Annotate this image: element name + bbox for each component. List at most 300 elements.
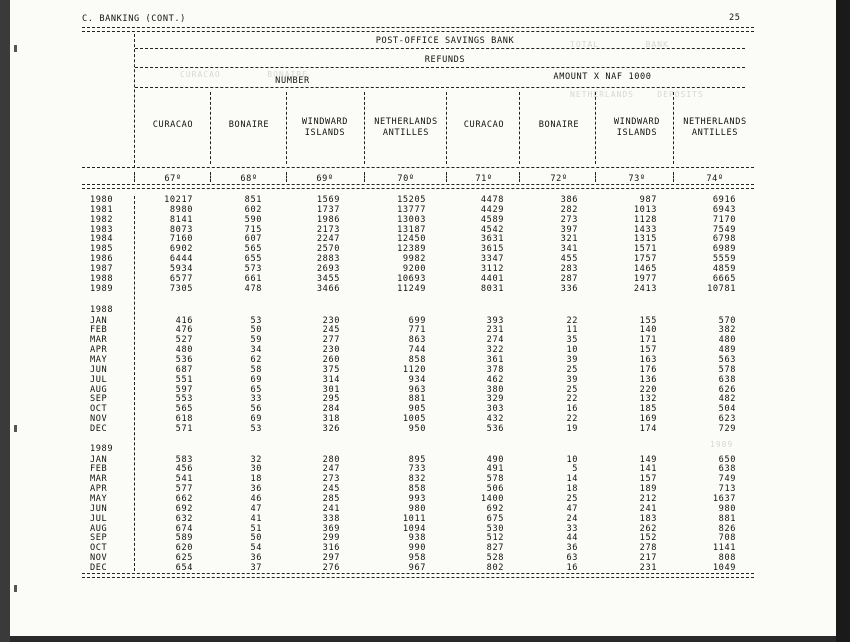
table-cell: 54 bbox=[250, 543, 262, 554]
table-cell: 25 bbox=[566, 364, 578, 375]
table-cell: 530 bbox=[486, 523, 504, 534]
table-cell: 16 bbox=[566, 404, 578, 415]
table-cell: 10693 bbox=[397, 273, 426, 284]
table-cell: 963 bbox=[408, 384, 426, 395]
table-cell: 626 bbox=[718, 384, 736, 395]
row-label: 1984 bbox=[90, 234, 114, 245]
table-cell: 832 bbox=[408, 474, 426, 485]
table-cell: 654 bbox=[175, 563, 193, 574]
table-cell: 4429 bbox=[480, 204, 504, 215]
table-cell: 287 bbox=[560, 273, 578, 284]
row-label: MAY bbox=[90, 354, 108, 365]
column-header-label: NETHERLANDS bbox=[683, 117, 747, 127]
table-cell: 2173 bbox=[316, 224, 340, 235]
table-cell: 6665 bbox=[712, 273, 736, 284]
table-cell: 802 bbox=[486, 563, 504, 574]
table-cell: 993 bbox=[408, 493, 426, 504]
column-header-label: BONAIRE bbox=[228, 120, 270, 130]
table-cell: 1569 bbox=[316, 195, 340, 205]
row-label: JUL bbox=[90, 513, 108, 524]
table-cell: 565 bbox=[244, 244, 262, 255]
column-header-label: ISLANDS bbox=[616, 128, 658, 138]
section-title: C. BANKING (CONT.) bbox=[82, 14, 186, 24]
table-cell: 241 bbox=[322, 503, 340, 514]
table-cell: 8980 bbox=[169, 204, 193, 215]
table-cell: 1011 bbox=[402, 513, 426, 524]
table-cell: 397 bbox=[560, 224, 578, 235]
table-cell: 506 bbox=[486, 484, 504, 495]
table-cell: 37 bbox=[250, 563, 262, 574]
table-cell: 7160 bbox=[169, 234, 193, 245]
table-cell: 163 bbox=[639, 354, 657, 365]
row-label: JUL bbox=[90, 374, 108, 385]
table-cell: 692 bbox=[486, 503, 504, 514]
row-label: FEB bbox=[90, 325, 108, 336]
table-cell: 220 bbox=[639, 384, 657, 395]
table-cell: 1141 bbox=[712, 543, 736, 554]
table-cell: 692 bbox=[175, 503, 193, 514]
column-header-label: NETHERLANDS bbox=[374, 117, 438, 127]
row-label: APR bbox=[90, 345, 108, 356]
group-amount-label: AMOUNT X NAF 1000 bbox=[553, 72, 652, 82]
table-cell: 8073 bbox=[169, 224, 193, 235]
table-cell: 476 bbox=[175, 325, 193, 336]
table-cell: 18 bbox=[250, 474, 262, 485]
table-cell: 369 bbox=[322, 523, 340, 534]
table-cell: 858 bbox=[408, 354, 426, 365]
table-cell: 10 bbox=[566, 454, 578, 465]
table-cell: 338 bbox=[322, 513, 340, 524]
table-cell: 881 bbox=[408, 394, 426, 405]
table-cell: 980 bbox=[408, 503, 426, 514]
row-label: 1982 bbox=[90, 214, 114, 225]
table-cell: 905 bbox=[408, 404, 426, 415]
table-cell: 65 bbox=[250, 384, 262, 395]
table-cell: 504 bbox=[718, 404, 736, 415]
column-code: 71º bbox=[475, 174, 493, 184]
table-cell: 303 bbox=[486, 404, 504, 415]
column-header-label: CURACAO bbox=[152, 120, 194, 130]
column-code: 73º bbox=[628, 174, 646, 184]
table-cell: 230 bbox=[322, 315, 340, 326]
table-cell: 273 bbox=[560, 214, 578, 225]
table-cell: 189 bbox=[639, 484, 657, 495]
table-cell: 512 bbox=[486, 533, 504, 544]
table-cell: 528 bbox=[486, 553, 504, 564]
row-label: JUN bbox=[90, 364, 108, 375]
binding-mark bbox=[14, 585, 17, 592]
column-code: 67º bbox=[164, 174, 182, 184]
table-cell: 10217 bbox=[164, 195, 193, 205]
subtitle-rule bbox=[135, 67, 745, 68]
column-code: 69º bbox=[316, 174, 334, 184]
table-cell: 1315 bbox=[633, 234, 657, 245]
table-cell: 607 bbox=[244, 234, 262, 245]
column-header-label: WINDWARD bbox=[613, 117, 661, 127]
bleed-through-text: CURACAO BONAIRE bbox=[180, 70, 308, 79]
table-cell: 3347 bbox=[480, 254, 504, 265]
table-cell: 36 bbox=[566, 543, 578, 554]
table-cell: 24 bbox=[566, 513, 578, 524]
table-cell: 987 bbox=[639, 195, 657, 205]
bottom-rule bbox=[82, 577, 754, 578]
table-cell: 169 bbox=[639, 414, 657, 425]
table-cell: 589 bbox=[175, 533, 193, 544]
table-cell: 274 bbox=[486, 335, 504, 346]
table-cell: 5 bbox=[572, 464, 578, 475]
table-cell: 41 bbox=[250, 513, 262, 524]
table-cell: 295 bbox=[322, 394, 340, 405]
code-divider bbox=[673, 172, 674, 182]
table-cell: 491 bbox=[486, 464, 504, 475]
table-cell: 674 bbox=[175, 523, 193, 534]
table-cell: 432 bbox=[486, 414, 504, 425]
table-cell: 1094 bbox=[402, 523, 426, 534]
table-cell: 527 bbox=[175, 335, 193, 346]
row-label: JAN bbox=[90, 454, 108, 465]
column-code: 68º bbox=[240, 174, 258, 184]
table-cell: 241 bbox=[639, 503, 657, 514]
table-cell: 744 bbox=[408, 345, 426, 356]
top-rule bbox=[82, 27, 754, 28]
column-code: 74º bbox=[706, 174, 724, 184]
table-cell: 6989 bbox=[712, 244, 736, 255]
bleed-through-text: NETHERLANDS DEPOSITS bbox=[570, 90, 704, 99]
table-cell: 393 bbox=[486, 315, 504, 326]
table-cell: 1128 bbox=[633, 214, 657, 225]
table-cell: 573 bbox=[244, 264, 262, 275]
table-cell: 11 bbox=[566, 325, 578, 336]
table-cell: 863 bbox=[408, 335, 426, 346]
table-cell: 620 bbox=[175, 543, 193, 554]
code-divider bbox=[595, 172, 596, 182]
table-cell: 7170 bbox=[712, 214, 736, 225]
table-cell: 36 bbox=[250, 484, 262, 495]
table-cell: 662 bbox=[175, 493, 193, 504]
row-label: 1985 bbox=[90, 244, 114, 255]
table-cell: 1737 bbox=[316, 204, 340, 215]
row-label: JUN bbox=[90, 503, 108, 514]
table-cell: 34 bbox=[250, 345, 262, 356]
table-cell: 480 bbox=[175, 345, 193, 356]
table-cell: 4478 bbox=[480, 195, 504, 205]
table-cell: 771 bbox=[408, 325, 426, 336]
column-code: 72º bbox=[550, 174, 568, 184]
table-cell: 22 bbox=[566, 394, 578, 405]
table-cell: 416 bbox=[175, 315, 193, 326]
table-cell: 480 bbox=[718, 335, 736, 346]
table-cell: 661 bbox=[244, 273, 262, 284]
table-cell: 152 bbox=[639, 533, 657, 544]
table-cell: 51 bbox=[250, 523, 262, 534]
code-rule bbox=[82, 188, 754, 189]
table-cell: 230 bbox=[322, 345, 340, 356]
row-label: NOV bbox=[90, 553, 108, 564]
table-cell: 1986 bbox=[316, 214, 340, 225]
row-label: 1980 bbox=[90, 195, 114, 205]
table-cell: 282 bbox=[560, 204, 578, 215]
table-cell: 713 bbox=[718, 484, 736, 495]
table-cell: 11249 bbox=[397, 283, 426, 294]
table-cell: 577 bbox=[175, 484, 193, 495]
table-cell: 478 bbox=[244, 283, 262, 294]
table-cell: 1571 bbox=[633, 244, 657, 255]
scan-background-left bbox=[0, 0, 10, 642]
table-cell: 157 bbox=[639, 474, 657, 485]
table-cell: 851 bbox=[244, 195, 262, 205]
row-label: MAR bbox=[90, 335, 108, 346]
table-cell: 895 bbox=[408, 454, 426, 465]
table-cell: 1400 bbox=[480, 493, 504, 504]
table-cell: 278 bbox=[639, 543, 657, 554]
table-cell: 6916 bbox=[712, 195, 736, 205]
table-cell: 551 bbox=[175, 374, 193, 385]
table-cell: 7305 bbox=[169, 283, 193, 294]
table-cell: 2247 bbox=[316, 234, 340, 245]
table-cell: 565 bbox=[175, 404, 193, 415]
table-cell: 378 bbox=[486, 364, 504, 375]
row-label: 1989 bbox=[90, 283, 114, 294]
bleed-through-text: 1989 bbox=[710, 440, 734, 449]
row-label: OCT bbox=[90, 543, 108, 554]
table-cell: 827 bbox=[486, 543, 504, 554]
table-cell: 990 bbox=[408, 543, 426, 554]
table-cell: 245 bbox=[322, 484, 340, 495]
table-cell: 3455 bbox=[316, 273, 340, 284]
table-cell: 361 bbox=[486, 354, 504, 365]
table-cell: 283 bbox=[560, 264, 578, 275]
table-cell: 18 bbox=[566, 484, 578, 495]
column-code: 70º bbox=[397, 174, 415, 184]
bleed-through-text: TOTAL BANK bbox=[570, 40, 669, 49]
table-cell: 13777 bbox=[397, 204, 426, 215]
document-page bbox=[10, 0, 836, 636]
row-label: AUG bbox=[90, 384, 108, 395]
table-cell: 638 bbox=[718, 374, 736, 385]
table-cell: 217 bbox=[639, 553, 657, 564]
bottom-rule bbox=[82, 573, 754, 574]
table-cell: 318 bbox=[322, 414, 340, 425]
table-cell: 280 bbox=[322, 454, 340, 465]
table-cell: 36 bbox=[250, 553, 262, 564]
table-cell: 733 bbox=[408, 464, 426, 475]
row-label: FEB bbox=[90, 464, 108, 475]
table-cell: 273 bbox=[322, 474, 340, 485]
row-label: SEP bbox=[90, 533, 108, 544]
code-divider bbox=[134, 172, 135, 182]
column-header-label: ISLANDS bbox=[304, 128, 346, 138]
table-cell: 50 bbox=[250, 533, 262, 544]
row-label: DEC bbox=[90, 424, 108, 435]
table-cell: 4859 bbox=[712, 264, 736, 275]
table-cell: 4401 bbox=[480, 273, 504, 284]
table-cell: 69 bbox=[250, 374, 262, 385]
table-cell: 44 bbox=[566, 533, 578, 544]
row-label: DEC bbox=[90, 563, 108, 574]
row-label: AUG bbox=[90, 523, 108, 534]
table-cell: 808 bbox=[718, 553, 736, 564]
header-left-divider bbox=[134, 34, 135, 168]
table-cell: 583 bbox=[175, 454, 193, 465]
table-cell: 881 bbox=[718, 513, 736, 524]
table-cell: 277 bbox=[322, 335, 340, 346]
table-cell: 185 bbox=[639, 404, 657, 415]
table-cell: 321 bbox=[560, 234, 578, 245]
table-cell: 47 bbox=[250, 503, 262, 514]
table-cell: 6902 bbox=[169, 244, 193, 255]
table-cell: 5934 bbox=[169, 264, 193, 275]
table-cell: 13187 bbox=[397, 224, 426, 235]
table-cell: 10 bbox=[566, 345, 578, 356]
table-cell: 297 bbox=[322, 553, 340, 564]
row-label: 1986 bbox=[90, 254, 114, 265]
table-cell: 6444 bbox=[169, 254, 193, 265]
table-cell: 1120 bbox=[402, 364, 426, 375]
table-cell: 7549 bbox=[712, 224, 736, 235]
table-cell: 329 bbox=[486, 394, 504, 405]
table-cell: 53 bbox=[250, 424, 262, 435]
table-cell: 380 bbox=[486, 384, 504, 395]
table-cell: 33 bbox=[250, 394, 262, 405]
table-cell: 6798 bbox=[712, 234, 736, 245]
scan-background-right bbox=[836, 0, 850, 642]
table-cell: 47 bbox=[566, 503, 578, 514]
table-cell: 729 bbox=[718, 424, 736, 435]
header-rule bbox=[82, 167, 754, 168]
table-cell: 6943 bbox=[712, 204, 736, 215]
table-cell: 958 bbox=[408, 553, 426, 564]
table-cell: 675 bbox=[486, 513, 504, 524]
table-cell: 6577 bbox=[169, 273, 193, 284]
table-cell: 316 bbox=[322, 543, 340, 554]
table-subtitle: REFUNDS bbox=[424, 55, 466, 65]
table-cell: 2413 bbox=[633, 283, 657, 294]
code-divider bbox=[519, 172, 520, 182]
table-cell: 456 bbox=[175, 464, 193, 475]
row-label: MAY bbox=[90, 493, 108, 504]
table-cell: 3615 bbox=[480, 244, 504, 255]
table-cell: 341 bbox=[560, 244, 578, 255]
table-cell: 3112 bbox=[480, 264, 504, 275]
table-cell: 299 bbox=[322, 533, 340, 544]
page-number: 25 bbox=[729, 13, 741, 23]
row-label: OCT bbox=[90, 404, 108, 415]
table-cell: 183 bbox=[639, 513, 657, 524]
group-number-label: NUMBER bbox=[275, 76, 310, 86]
table-cell: 967 bbox=[408, 563, 426, 574]
table-cell: 276 bbox=[322, 563, 340, 574]
table-cell: 141 bbox=[639, 464, 657, 475]
table-cell: 285 bbox=[322, 493, 340, 504]
table-cell: 4589 bbox=[480, 214, 504, 225]
table-cell: 462 bbox=[486, 374, 504, 385]
row-label: 1988 bbox=[90, 273, 114, 284]
table-cell: 553 bbox=[175, 394, 193, 405]
table-cell: 375 bbox=[322, 364, 340, 375]
table-cell: 618 bbox=[175, 414, 193, 425]
column-header-label: BONAIRE bbox=[538, 120, 580, 130]
table-cell: 632 bbox=[175, 513, 193, 524]
table-cell: 655 bbox=[244, 254, 262, 265]
table-cell: 570 bbox=[718, 315, 736, 326]
table-cell: 22 bbox=[566, 315, 578, 326]
table-cell: 140 bbox=[639, 325, 657, 336]
table-cell: 1433 bbox=[633, 224, 657, 235]
table-cell: 59 bbox=[250, 335, 262, 346]
table-cell: 171 bbox=[639, 335, 657, 346]
table-cell: 8141 bbox=[169, 214, 193, 225]
table-cell: 826 bbox=[718, 523, 736, 534]
table-cell: 231 bbox=[486, 325, 504, 336]
table-cell: 16 bbox=[566, 563, 578, 574]
table-cell: 174 bbox=[639, 424, 657, 435]
table-cell: 1005 bbox=[402, 414, 426, 425]
table-cell: 322 bbox=[486, 345, 504, 356]
table-cell: 284 bbox=[322, 404, 340, 415]
table-cell: 12389 bbox=[397, 244, 426, 255]
table-cell: 12450 bbox=[397, 234, 426, 245]
table-cell: 687 bbox=[175, 364, 193, 375]
table-cell: 708 bbox=[718, 533, 736, 544]
row-label: JAN bbox=[90, 315, 108, 326]
table-cell: 1757 bbox=[633, 254, 657, 265]
table-cell: 301 bbox=[322, 384, 340, 395]
table-cell: 15205 bbox=[397, 195, 426, 205]
table-cell: 231 bbox=[639, 563, 657, 574]
table-cell: 650 bbox=[718, 454, 736, 465]
table-cell: 10781 bbox=[707, 283, 736, 294]
row-label: APR bbox=[90, 484, 108, 495]
table-cell: 62 bbox=[250, 354, 262, 365]
table-cell: 56 bbox=[250, 404, 262, 415]
table-cell: 314 bbox=[322, 374, 340, 385]
table-cell: 39 bbox=[566, 374, 578, 385]
table-cell: 155 bbox=[639, 315, 657, 326]
table-cell: 19 bbox=[566, 424, 578, 435]
row-label: 1983 bbox=[90, 224, 114, 235]
table-cell: 262 bbox=[639, 523, 657, 534]
table-cell: 13003 bbox=[397, 214, 426, 225]
table-cell: 247 bbox=[322, 464, 340, 475]
table-cell: 934 bbox=[408, 374, 426, 385]
table-cell: 8031 bbox=[480, 283, 504, 294]
table-cell: 578 bbox=[486, 474, 504, 485]
table-cell: 1637 bbox=[712, 493, 736, 504]
row-label: 1981 bbox=[90, 204, 114, 215]
table-cell: 3466 bbox=[316, 283, 340, 294]
group-rule bbox=[135, 87, 745, 88]
table-cell: 39 bbox=[566, 354, 578, 365]
table-cell: 9200 bbox=[402, 264, 426, 275]
row-label: SEP bbox=[90, 394, 108, 405]
table-cell: 9982 bbox=[402, 254, 426, 265]
table-cell: 30 bbox=[250, 464, 262, 475]
column-header-label: ANTILLES bbox=[691, 128, 739, 138]
code-divider bbox=[210, 172, 211, 182]
code-divider bbox=[446, 172, 447, 182]
table-cell: 136 bbox=[639, 374, 657, 385]
column-header-label: ANTILLES bbox=[382, 128, 430, 138]
table-cell: 950 bbox=[408, 424, 426, 435]
table-cell: 46 bbox=[250, 493, 262, 504]
column-header-label: CURACAO bbox=[463, 120, 505, 130]
table-cell: 22 bbox=[566, 414, 578, 425]
table-cell: 386 bbox=[560, 195, 578, 205]
table-cell: 455 bbox=[560, 254, 578, 265]
top-rule bbox=[82, 31, 754, 32]
table-title: POST-OFFICE SAVINGS BANK bbox=[375, 36, 515, 46]
table-cell: 132 bbox=[639, 394, 657, 405]
